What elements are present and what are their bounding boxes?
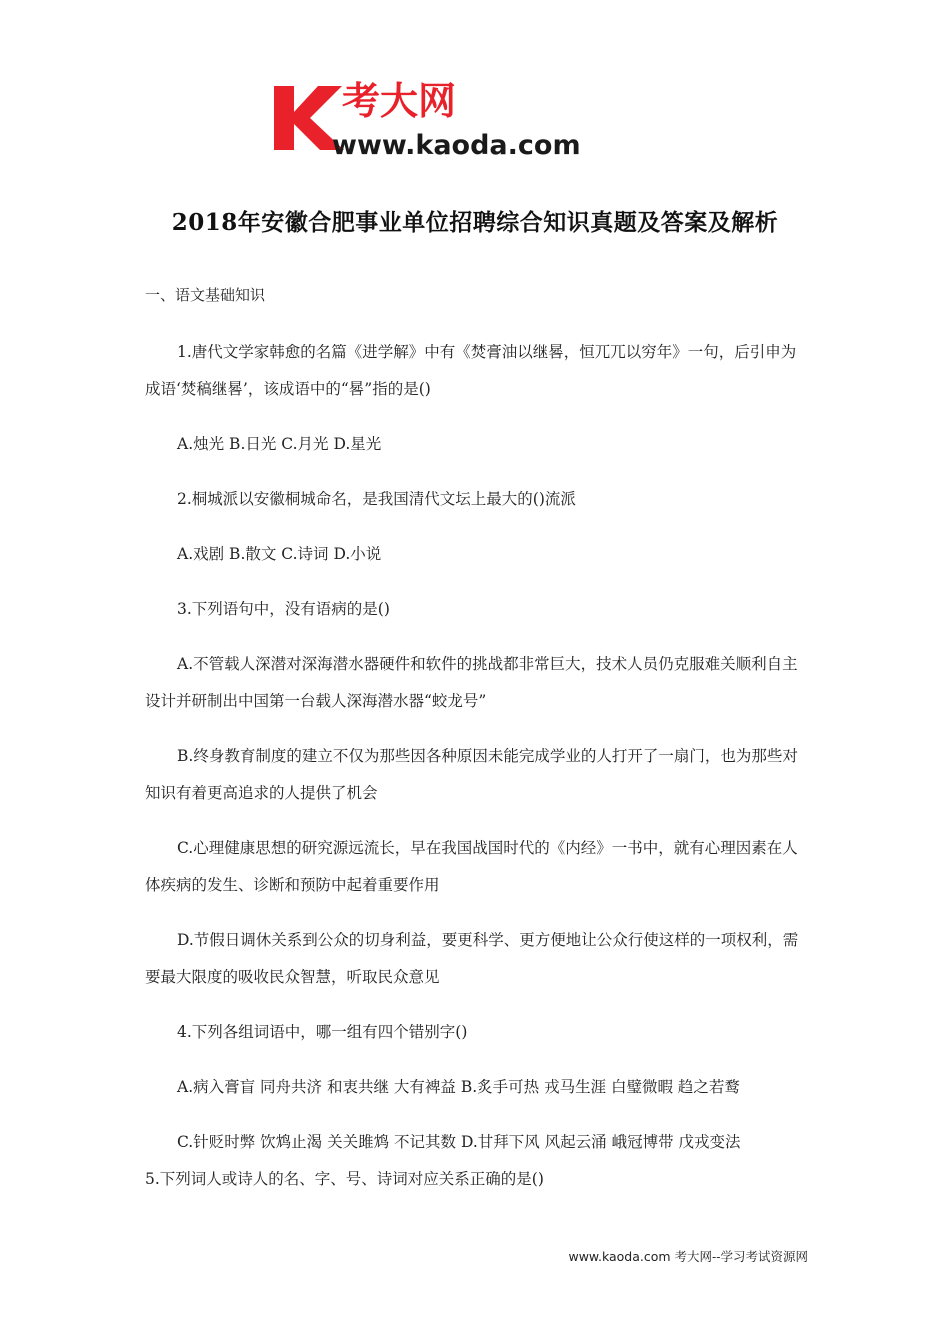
question-3-option-d: D.节假日调休关系到公众的切身利益，要更科学、更方便地让公众行使这样的一项权利，需要最大限度的吸收民众智慧，听取民众意见 (145, 931, 799, 986)
kaoda-logo (272, 78, 592, 158)
question-3-option-c: C.心理健康思想的研究源远流长，早在我国战国时代的《内经》一书中，就有心理因素在人体疾病的发生、诊断和预防中起着重要作用 (145, 839, 798, 894)
question-1-options: A.烛光 B.日光 C.月光 D.星光 (177, 435, 382, 453)
question-2: 2.桐城派以安徽桐城命名，是我国清代文坛上最大的()流派 (177, 490, 576, 508)
question-3: 3.下列语句中，没有语病的是() (177, 600, 390, 618)
question-5: 5.下列词人或诗人的名、字、号、诗词对应关系正确的是() (145, 1170, 544, 1188)
question-1: 1.唐代文学家韩愈的名篇《进学解》中有《焚膏油以继晷，恒兀兀以穷年》一句，后引申为成语‘焚稿继晷’，该成语中的“晷”指的是() (145, 343, 797, 398)
page-footer (568, 1247, 808, 1265)
footer-url: www.kaoda.com (568, 1249, 671, 1264)
question-3-option-b: B.终身教育制度的建立不仅为那些因各种原因未能完成学业的人打开了一扇门，也为那些对知识有着更高追求的人提供了机会 (145, 747, 798, 802)
question-4-options-ab: A.病入膏盲 同舟共济 和衷共继 大有裨益 B.炙手可热 戎马生涯 白璧微暇 趋之若鹜 (177, 1078, 740, 1096)
question-content (145, 334, 810, 1216)
logo-url: www.kaoda.com (332, 130, 581, 158)
logo-brand-cn: 考大网 (342, 79, 457, 123)
question-3-option-a: A.不管载人深潜对深海潜水器硬件和软件的挑战都非常巨大，技术人员仍克服难关顺利自主设计并研制出中国第一台载人深海潜水器“蛟龙号” (145, 655, 798, 710)
kaoda-logo-mark (272, 78, 592, 158)
document-title: 2018年安徽合肥事业单位招聘综合知识真题及答案及解析 (171, 209, 779, 236)
question-2-options: A.戏剧 B.散文 C.诗词 D.小说 (177, 545, 382, 563)
question-4-options-cd: C.针贬时弊 饮鸩止渴 关关雎鸩 不记其数 D.甘拜下风 风起云涌 峨冠博带 戊戎变法 (177, 1133, 741, 1151)
footer-text: 考大网--学习考试资源网 (670, 1249, 808, 1264)
section-heading: 一、语文基础知识 (145, 286, 266, 304)
question-4: 4.下列各组词语中，哪一组有四个错别字() (177, 1023, 468, 1041)
